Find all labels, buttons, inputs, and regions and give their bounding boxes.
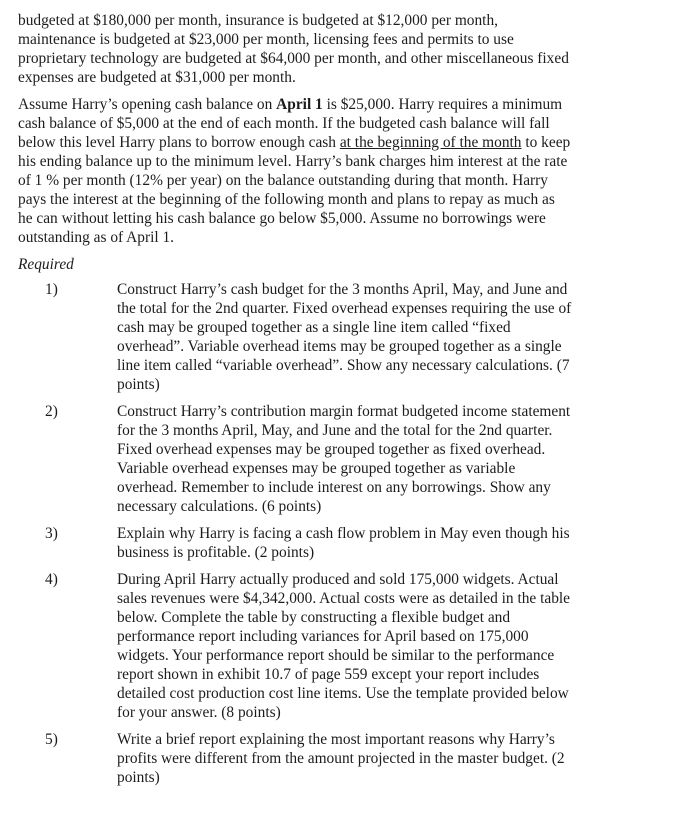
document-page [18,11,658,795]
text-line: Explain why Harry is facing a cash flow problem in May even though his [117,525,570,542]
required-item-1 [18,280,658,394]
text-run: is $25,000. Harry requires a minimum [322,96,563,113]
text-line: Write a brief report explaining the most important reasons why Harry’s [117,731,555,748]
required-item-2 [18,402,658,516]
required-item-4 [18,570,658,722]
text-line: of 1 % per month (12% per year) on the balance outstanding during that month. Harry [18,172,548,189]
text-line: budgeted at $180,000 per month, insurance is budgeted at $12,000 per month, [18,12,499,29]
text-run: below this level Harry plans to borrow enough cash [18,134,340,151]
item-number: 3) [45,525,58,542]
text-line: widgets. Your performance report should be similar to the performance [117,647,555,664]
item-number: 2) [45,403,58,420]
text-line [18,133,658,152]
text-line: overhead. Remember to include interest on any borrowings. Show any [117,479,551,496]
item-text [117,524,658,562]
text-line: his ending balance up to the minimum level. Harry’s bank charges him interest at the rate [18,153,568,170]
item-number: 4) [45,571,58,588]
text-line [18,95,658,114]
text-run: to keep [521,134,571,151]
underlined-phrase: at the beginning of the month [339,134,522,151]
text-line: profits were different from the amount projected in the master budget. (2 [117,750,565,767]
text-run: Assume Harry’s opening cash balance on [18,96,277,113]
text-line: for the 3 months April, May, and June and the total for the 2nd quarter. [117,422,553,439]
text-line: the total for the 2nd quarter. Fixed overhead expenses requiring the use of [117,300,572,317]
cash-balance-paragraph [18,95,658,247]
text-line: Fixed overhead expenses may be grouped together as fixed overhead. [117,441,546,458]
required-item-5 [18,730,658,787]
intro-paragraph [18,11,658,87]
text-line: expenses are budgeted at $31,000 per month. [18,69,296,86]
item-text [117,280,658,394]
item-number: 5) [45,731,58,748]
text-line: cash may be grouped together as a single line item called “fixed [117,319,511,336]
item-text [117,402,658,516]
text-line: outstanding as of April 1. [18,229,175,246]
text-line: below. Complete the table by constructing a flexible budget and [117,609,511,626]
text-line: line item called “variable overhead”. Show any necessary calculations. (7 [117,357,570,374]
text-line: During April Harry actually produced and sold 175,000 widgets. Actual [117,571,559,588]
text-line: he can without letting his cash balance go below $5,000. Assume no borrowings were [18,210,546,227]
text-line: business is profitable. (2 points) [117,544,315,561]
text-line: Construct Harry’s contribution margin format budgeted income statement [117,403,571,420]
required-item-3 [18,524,658,562]
bold-date: April 1 [276,96,323,113]
required-list [18,280,658,787]
text-line: Construct Harry’s cash budget for the 3 months April, May, and June and [117,281,568,298]
text-line: necessary calculations. (6 points) [117,498,322,515]
item-text [117,570,658,722]
required-heading: Required [18,256,74,273]
item-number: 1) [45,281,58,298]
text-line: sales revenues were $4,342,000. Actual costs were as detailed in the table [117,590,571,607]
text-line: for your answer. (8 points) [117,704,281,721]
text-line: Variable overhead expenses may be grouped together as variable [117,460,516,477]
item-text [117,730,658,787]
text-line: cash balance of $5,000 at the end of each month. If the budgeted cash balance will fall [18,115,550,132]
text-line: detailed cost production cost line items. Use the template provided below [117,685,569,702]
text-line: performance report including variances for April based on 175,000 [117,628,529,645]
text-line: points) [117,769,160,786]
text-line: points) [117,376,160,393]
text-line: pays the interest at the beginning of the following month and plans to repay as much as [18,191,555,208]
text-line: proprietary technology are budgeted at $64,000 per month, and other miscellaneous fixed [18,50,569,67]
text-line: report shown in exhibit 10.7 of page 559 except your report includes [117,666,540,683]
text-line: maintenance is budgeted at $23,000 per month, licensing fees and permits to use [18,31,514,48]
text-line: overhead”. Variable overhead items may be grouped together as a single [117,338,562,355]
